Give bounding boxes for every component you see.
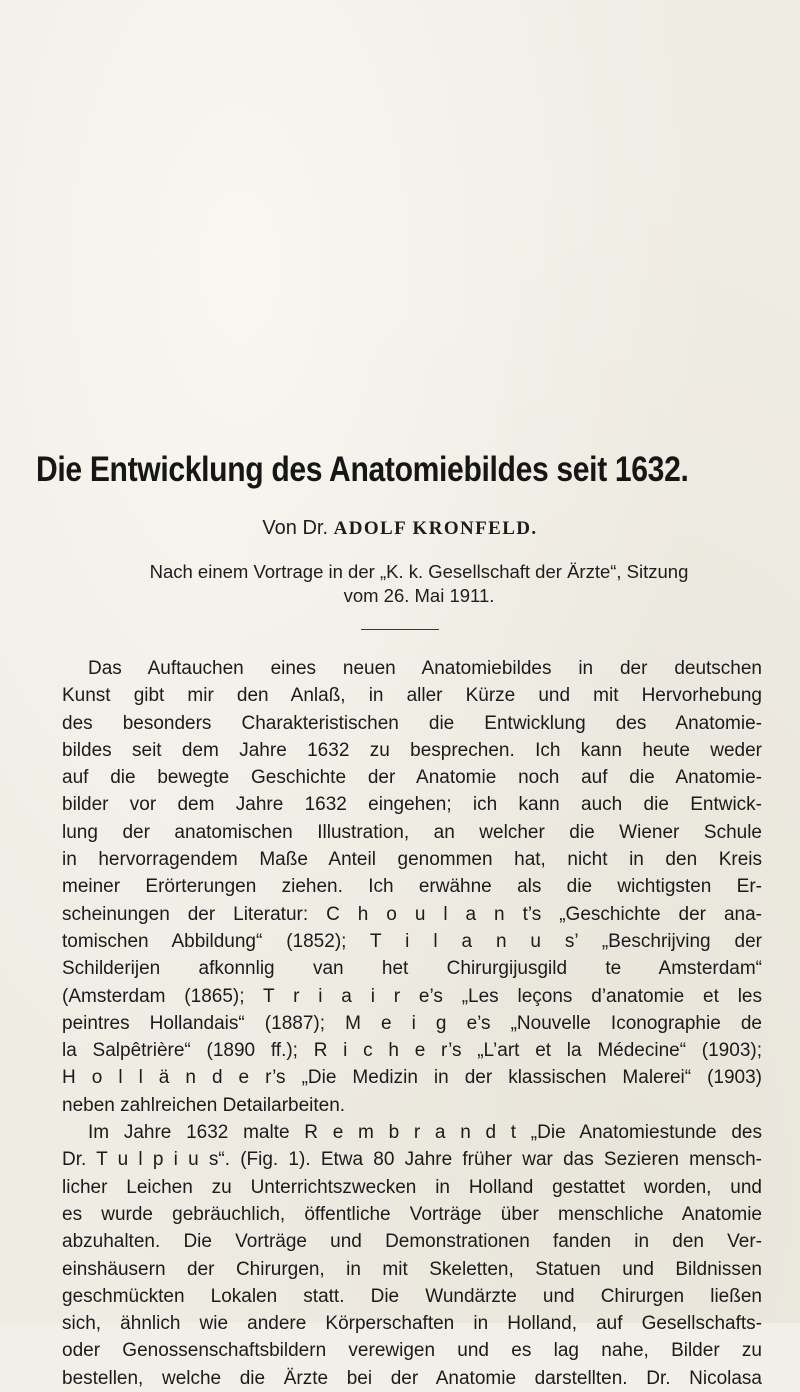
body-line: Dr. T u l p i u s“. (Fig. 1). Etwa 80 Jahre früher war das Sezieren mensch- bbox=[62, 1149, 762, 1171]
body-line: bestellen, welche die Ärzte bei der Anatomie darstellten. Dr. Nicolasa bbox=[62, 1367, 762, 1389]
article-title: Die Entwicklung des Anatomiebildes seit 1632. bbox=[36, 450, 689, 489]
body-line: tomischen Abbildung“ (1852); T i l a n u s’ „Beschrijving der bbox=[62, 930, 762, 952]
body-line: in hervorragendem Maße Anteil genommen hat, nicht in den Kreis bbox=[62, 849, 762, 871]
body-line: bildes seit dem Jahre 1632 zu besprechen. Ich kann heute weder bbox=[62, 739, 762, 761]
lecture-note bbox=[74, 560, 764, 608]
article-body bbox=[62, 655, 762, 1392]
author-name: ADOLF KRONFELD. bbox=[333, 518, 538, 539]
body-line: scheinungen der Literatur: C h o u l a n t’s „Geschichte der ana- bbox=[62, 903, 762, 925]
body-line: licher Leichen zu Unterrichtszwecken in Holland gestattet worden, und bbox=[62, 1176, 762, 1198]
body-line: la Salpêtrière“ (1890 ff.); R i c h e r’s „L’art et la Médecine“ (1903); bbox=[62, 1040, 762, 1062]
section-divider bbox=[361, 629, 439, 630]
body-line: Schilderijen afkonnlig van het Chirurgijusgild te Amsterdam“ bbox=[62, 958, 762, 980]
lecture-note-line: vom 26. Mai 1911. bbox=[343, 585, 495, 606]
body-line: abzuhalten. Die Vorträge und Demonstrationen fanden in den Ver- bbox=[62, 1231, 762, 1253]
body-line: es wurde gebräuchlich, öffentliche Vorträge über menschliche Anatomie bbox=[62, 1203, 762, 1225]
body-line: oder Genossenschaftsbildern verewigen und es lag nahe, Bilder zu bbox=[62, 1340, 762, 1362]
body-line: sich, ähnlich wie andere Körperschaften in Holland, auf Gesellschafts- bbox=[62, 1313, 762, 1335]
body-line: lung der anatomischen Illustration, an welcher die Wiener Schule bbox=[62, 821, 762, 843]
body-line: Im Jahre 1632 malte R e m b r a n d t „Die Anatomiestunde des bbox=[88, 1122, 762, 1144]
author-line bbox=[0, 517, 800, 540]
lecture-note-line: Nach einem Vortrage in der „K. k. Gesellschaft der Ärzte“, Sitzung bbox=[149, 561, 689, 582]
body-line: bilder vor dem Jahre 1632 eingehen; ich kann auch die Entwick- bbox=[62, 794, 762, 816]
body-line: Kunst gibt mir den Anlaß, in aller Kürze und mit Hervorhebung bbox=[62, 685, 762, 707]
body-line: H o l l ä n d e r’s „Die Medizin in der klassischen Malerei“ (1903) bbox=[62, 1067, 762, 1089]
author-prefix: Von Dr. bbox=[262, 517, 329, 539]
body-line: meiner Erörterungen ziehen. Ich erwähne als die wichtigsten Er- bbox=[62, 876, 762, 898]
body-line: Das Auftauchen eines neuen Anatomiebildes in der deutschen bbox=[88, 658, 762, 679]
body-line: geschmückten Lokalen statt. Die Wundärzte und Chirurgen ließen bbox=[62, 1285, 762, 1307]
body-line: (Amsterdam (1865); T r i a i r e’s „Les leçons d’anatomie et les bbox=[62, 985, 762, 1007]
body-line: auf die bewegte Geschichte der Anatomie noch auf die Anatomie- bbox=[62, 767, 762, 789]
body-line: neben zahlreichen Detailarbeiten. bbox=[62, 1094, 346, 1116]
body-line: des besonders Charakteristischen die Entwicklung des Anatomie- bbox=[62, 712, 762, 734]
body-line: einshäusern der Chirurgen, in mit Skeletten, Statuen und Bildnissen bbox=[62, 1258, 762, 1280]
body-line: peintres Hollandais“ (1887); M e i g e’s „Nouvelle Iconographie de bbox=[62, 1012, 762, 1034]
